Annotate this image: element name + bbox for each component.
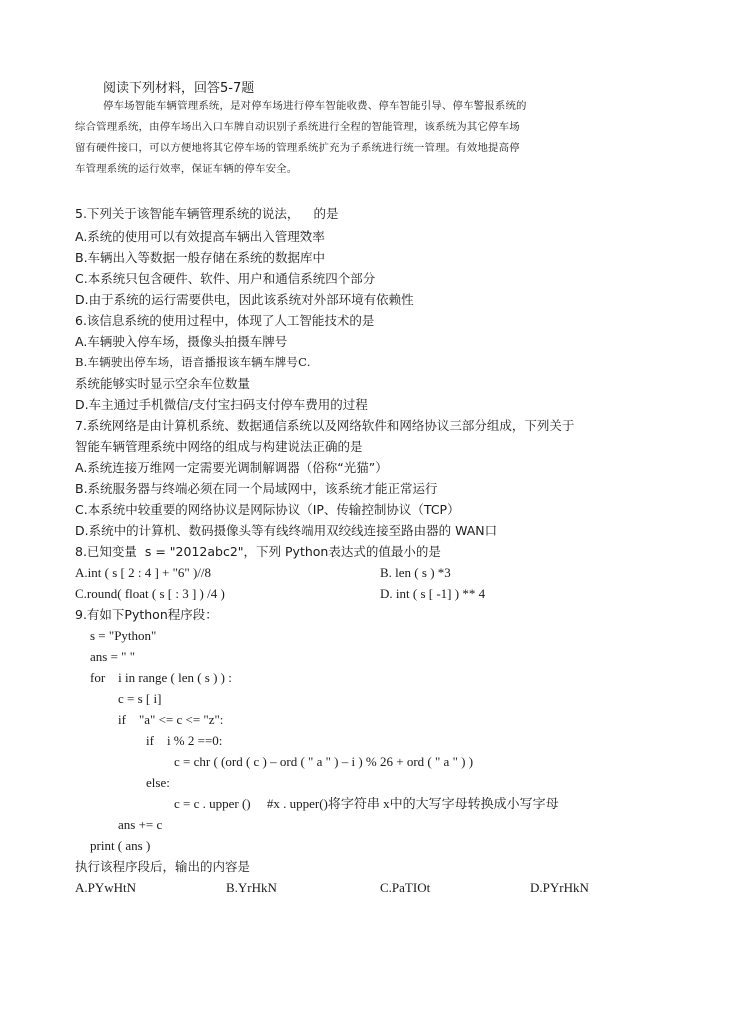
- q8-option-a: A.int ( s [ 2 : 4 ] + "6" )//8: [75, 565, 212, 580]
- code-line-2: ans = " ": [90, 649, 136, 664]
- q5-option-a: A.系统的使用可以有效提高车辆出入管理效率: [75, 229, 325, 244]
- q7-stem-line-1: 7.系统网络是由计算机系统、数据通信系统以及网络软件和网络协议三部分组成，下列关于: [75, 418, 575, 433]
- code-line-9: c = c . upper () #x . upper()将字符串 x中的大写字母转换成小写字母: [174, 796, 559, 811]
- code-line-1: s = "Python": [90, 628, 157, 643]
- material-line-2: 综合管理系统，由停车场出入口车牌自动识别子系统进行全程的智能管理，该系统为其它停车场: [75, 121, 520, 133]
- q9-option-d: D.PYrHkN: [530, 880, 589, 895]
- q8-stem: 8.已知变量 s = "2012abc2"，下列 Python表达式的值最小的是: [75, 544, 441, 559]
- q6-option-b: B.车辆驶出停车场，语音播报该车辆车牌号C.: [75, 355, 311, 369]
- q8-option-c: C.round( float ( s [ : 3 ] ) /4 ): [75, 586, 225, 601]
- q6-option-a: A.车辆驶入停车场，摄像头拍摄车牌号: [75, 334, 288, 349]
- q5-option-b: B.车辆出入等数据一般存储在系统的数据库中: [75, 250, 326, 265]
- code-line-11: print ( ans ): [90, 838, 151, 853]
- q6-option-d: D.车主通过手机微信/支付宝扫码支付停车费用的过程: [75, 397, 368, 412]
- code-line-5: if "a" <= c <= "z":: [118, 712, 224, 727]
- q9-stem: 9.有如下Python程序段：: [75, 607, 218, 622]
- q8-option-d: D. int ( s [ -1] ) ** 4: [380, 586, 486, 601]
- q5-option-d: D.由于系统的运行需要供电，因此该系统对外部环境有依赖性: [75, 292, 414, 307]
- code-line-4: c = s [ i]: [118, 691, 162, 706]
- q6-stem: 6.该信息系统的使用过程中，体现了人工智能技术的是: [75, 313, 375, 328]
- q7-stem-line-2: 智能车辆管理系统中网络的组成与构建说法正确的是: [75, 439, 363, 454]
- q5-option-c: C.本系统只包含硬件、软件、用户和通信系统四个部分: [75, 271, 376, 286]
- code-line-3: for i in range ( len ( s ) ) :: [90, 670, 232, 685]
- q7-option-c: C.本系统中较重要的网络协议是网际协议（IP、传输控制协议（TCP）: [75, 502, 460, 517]
- q7-option-b: B.系统服务器与终端必须在同一个局域网中，该系统才能正常运行: [75, 481, 438, 496]
- q6-option-c: 系统能够实时显示空余车位数量: [75, 376, 251, 391]
- q5-stem-b: 的是: [313, 206, 339, 221]
- code-line-8: else:: [146, 775, 170, 790]
- q7-option-a: A.系统连接万维网一定需要光调制解调器（俗称“光猫”）: [75, 460, 388, 475]
- q5-stem: [75, 206, 338, 221]
- q9-result-prompt: 执行该程序段后，输出的内容是: [75, 859, 251, 874]
- code-line-7: c = chr ( (ord ( c ) – ord ( " a " ) – i ) % 26 + ord ( " a " ) ): [174, 754, 474, 769]
- q9-option-c: C.PaTIOt: [380, 880, 431, 895]
- material-line-3: 留有硬件接口，可以方便地将其它停车场的管理系统扩充为子系统进行统一管理。有效地提高停: [75, 142, 520, 154]
- q9-option-b: B.YrHkN: [226, 880, 277, 895]
- code-line-6: if i % 2 ==0:: [146, 733, 223, 748]
- code-line-10: ans += c: [118, 817, 163, 832]
- q7-option-d: D.系统中的计算机、数码摄像头等有线终端用双绞线连接至路由器的 WAN口: [75, 523, 498, 538]
- material-line-4: 车管理系统的运行效率，保证车辆的停车安全。: [75, 163, 298, 175]
- q5-stem-a: 5.下列关于该智能车辆管理系统的说法，: [75, 206, 300, 221]
- reading-intro: 阅读下列材料，回答5-7题: [103, 81, 255, 96]
- material-line-1: 停车场智能车辆管理系统，是对停车场进行停车智能收费、停车智能引导、停车警报系统的: [103, 100, 527, 112]
- q8-option-b: B. len ( s ) *3: [380, 565, 451, 580]
- q9-option-a: A.PYwHtN: [75, 880, 137, 895]
